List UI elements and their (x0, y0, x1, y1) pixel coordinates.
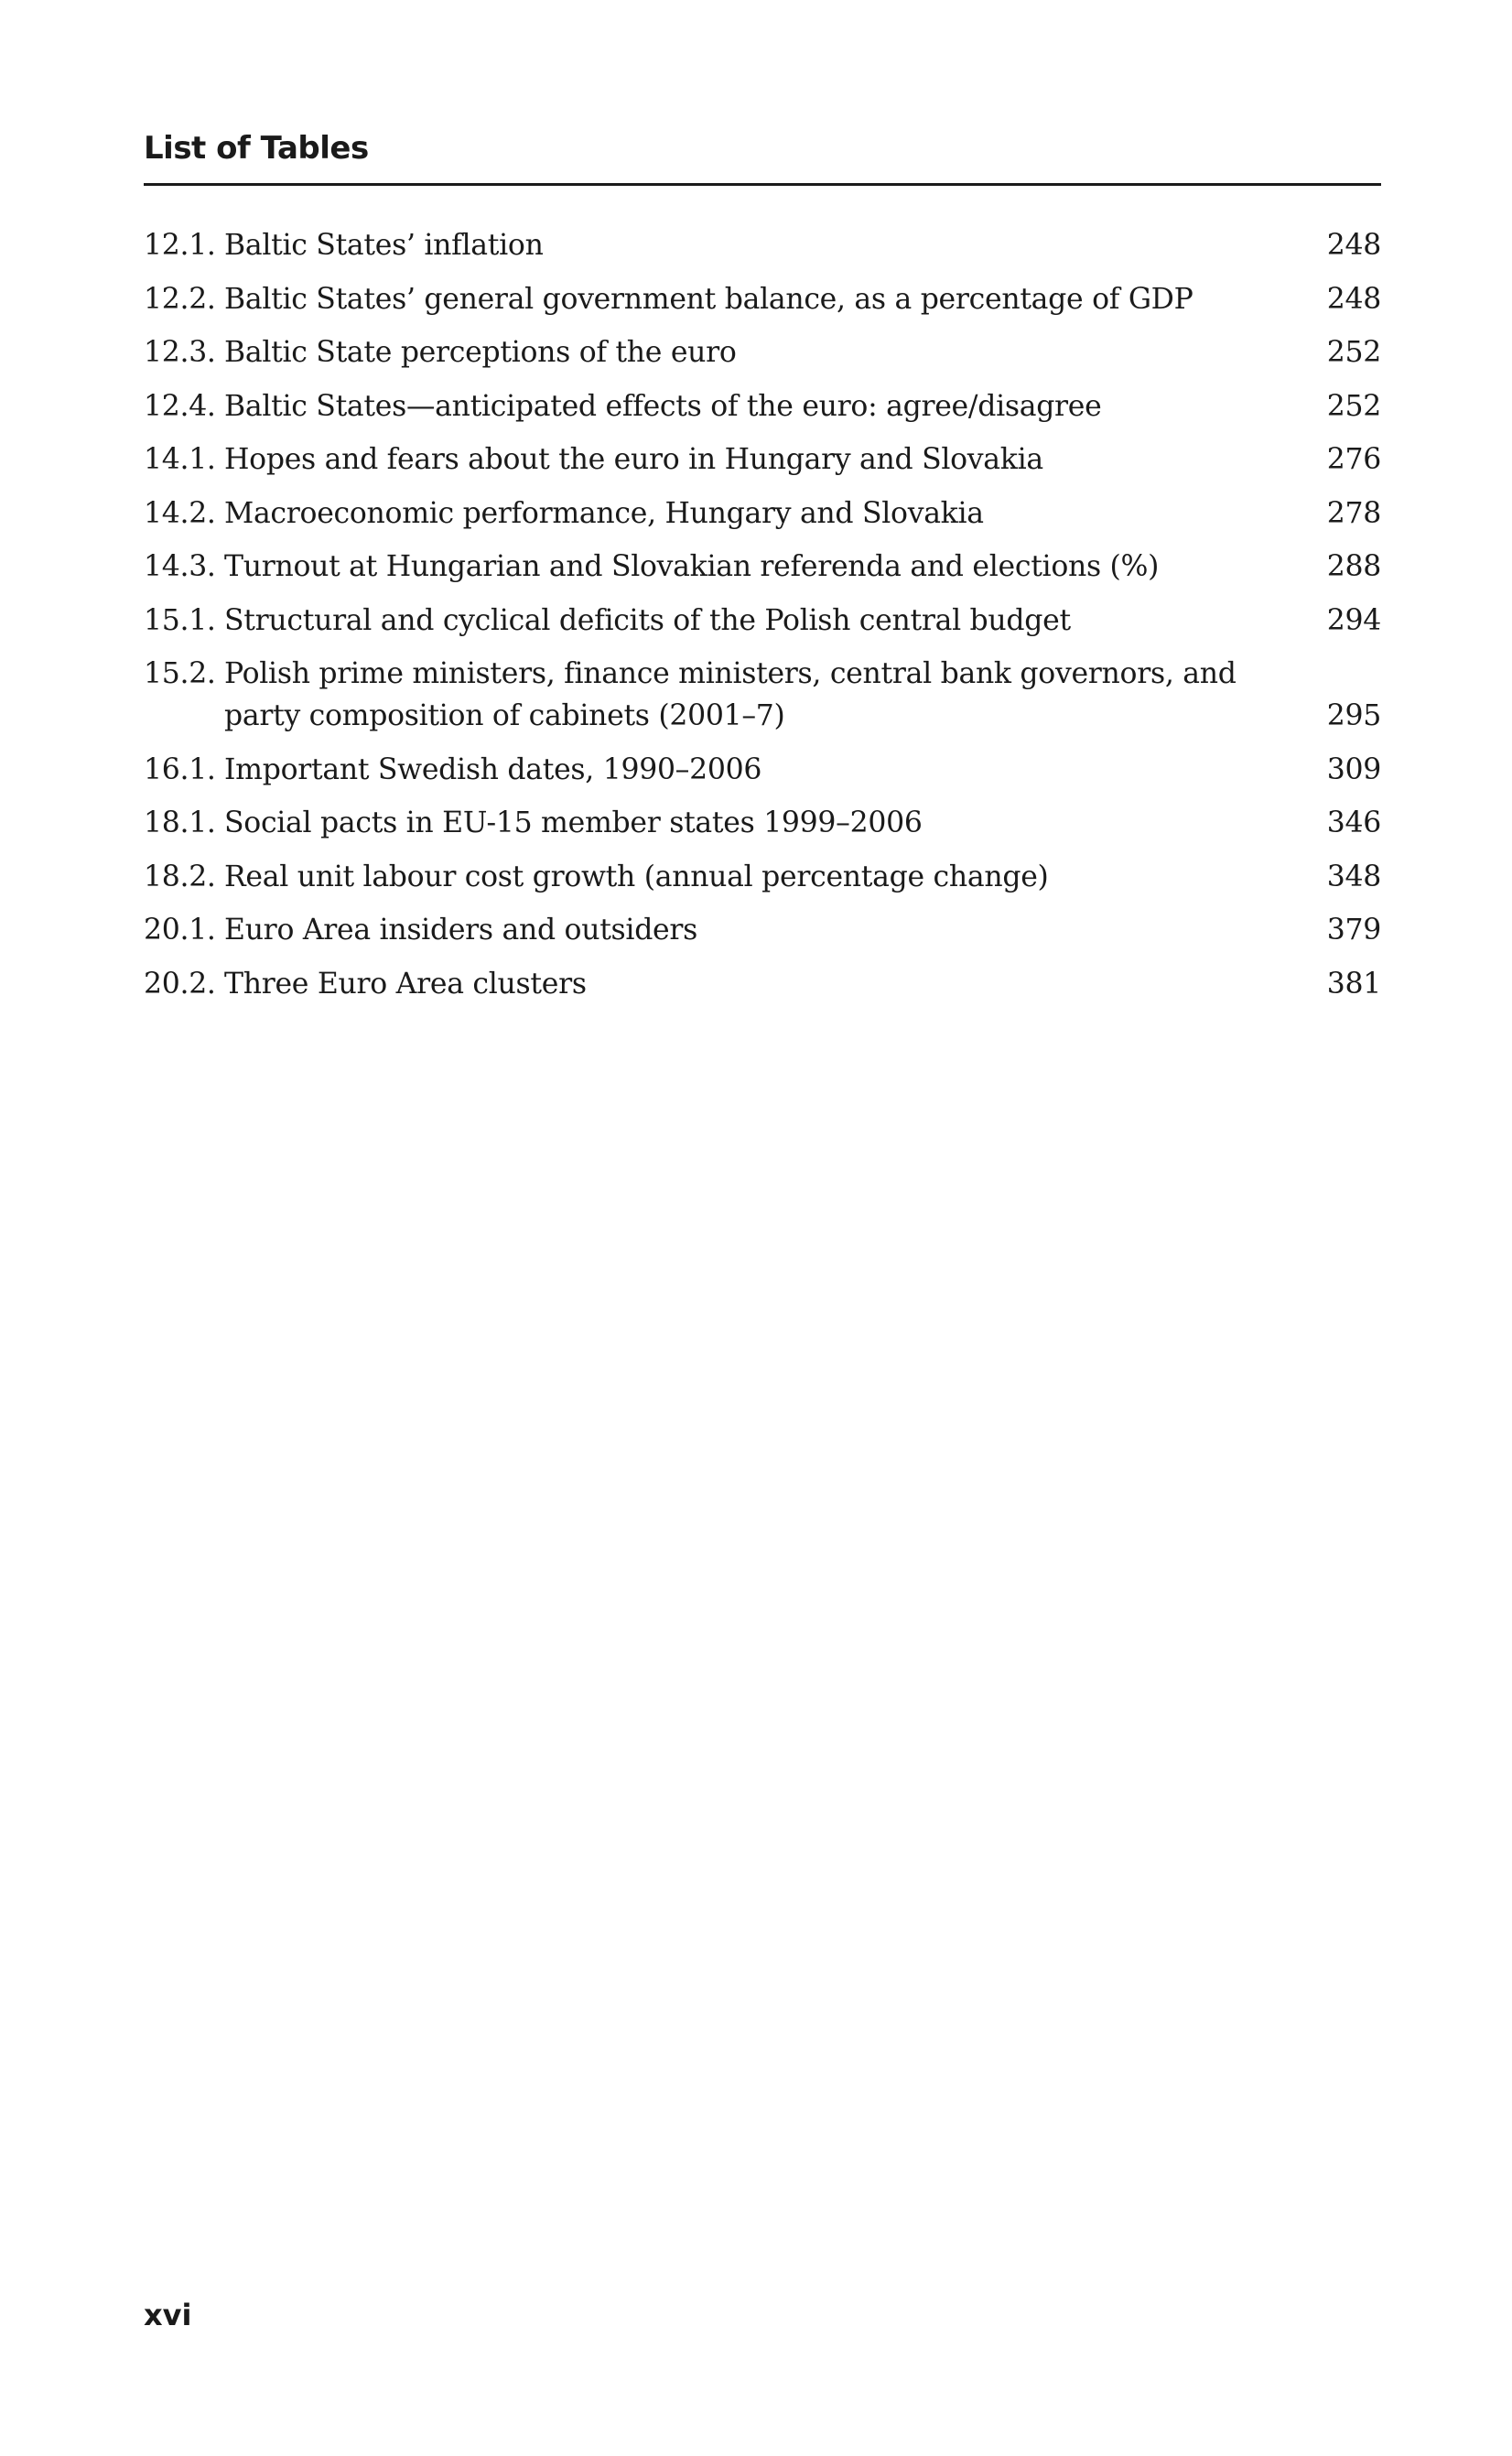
page-reference: 294 (1326, 603, 1381, 637)
table-number: 12.4. (144, 389, 216, 423)
table-title: Structural and cyclical deficits of the Polish central budget (224, 603, 1071, 637)
list-item (144, 224, 1381, 266)
table-number: 14.2. (144, 496, 216, 530)
table-title: Baltic State perceptions of the euro (224, 336, 737, 369)
table-number: 14.1. (144, 443, 216, 476)
page-reference: 295 (1326, 699, 1381, 732)
table-title: Turnout at Hungarian and Slovakian referenda and elections (%) (224, 550, 1160, 583)
table-title: Social pacts in EU-15 member states 1999–2006 (224, 806, 923, 839)
table-title: Real unit labour cost growth (annual percentage change) (224, 860, 1049, 893)
page-reference: 309 (1326, 752, 1381, 786)
page-reference: 348 (1326, 860, 1381, 893)
page-reference: 248 (1326, 229, 1381, 262)
table-number: 20.2. (144, 967, 216, 1001)
table-number: 18.2. (144, 860, 216, 893)
list-item (144, 856, 1381, 898)
table-number: 20.1. (144, 914, 216, 947)
list-item (144, 546, 1381, 588)
table-title: Hopes and fears about the euro in Hungary and Slovakia (224, 443, 1043, 476)
list-item (144, 802, 1381, 844)
page-reference: 248 (1326, 282, 1381, 316)
table-number: 18.1. (144, 806, 216, 839)
table-number: 15.2. (144, 657, 216, 690)
page-reference: 252 (1326, 389, 1381, 423)
list-item (144, 492, 1381, 535)
list-item (144, 438, 1381, 481)
list-item (144, 909, 1381, 951)
page-title: List of Tables (144, 130, 369, 167)
page-reference: 252 (1326, 336, 1381, 369)
table-number: 15.1. (144, 603, 216, 637)
table-number: 12.2. (144, 282, 216, 316)
table-title: Important Swedish dates, 1990–2006 (224, 752, 762, 786)
page-reference: 278 (1326, 496, 1381, 530)
table-title: Baltic States’ inflation (224, 229, 544, 262)
list-item (144, 385, 1381, 427)
page-reference: 379 (1326, 914, 1381, 947)
table-title: Macroeconomic performance, Hungary and Slovakia (224, 496, 984, 530)
table-title: Polish prime ministers, finance ministers, central bank governors, and party composition of cabinets (2001–7) (224, 657, 1237, 732)
list-item (144, 600, 1381, 642)
table-title: Three Euro Area clusters (224, 967, 587, 1001)
table-number: 12.3. (144, 336, 216, 369)
list-item (144, 749, 1381, 791)
page-reference: 276 (1326, 443, 1381, 476)
table-number: 14.3. (144, 550, 216, 583)
list-item (144, 963, 1381, 1005)
table-title: Euro Area insiders and outsiders (224, 914, 698, 947)
table-title: Baltic States—anticipated effects of the euro: agree/disagree (224, 389, 1102, 423)
table-number: 12.1. (144, 229, 216, 262)
list-item (144, 331, 1381, 373)
page-reference: 381 (1326, 967, 1381, 1001)
page-reference: 346 (1326, 806, 1381, 839)
header-rule (144, 183, 1381, 186)
table-number: 16.1. (144, 752, 216, 786)
list-item (144, 653, 1381, 737)
page-number: xvi (144, 2298, 192, 2332)
table-title: Baltic States’ general government balance, as a percentage of GDP (224, 282, 1193, 316)
list-item (144, 278, 1381, 320)
table-list (144, 224, 1381, 1016)
page-reference: 288 (1326, 550, 1381, 583)
